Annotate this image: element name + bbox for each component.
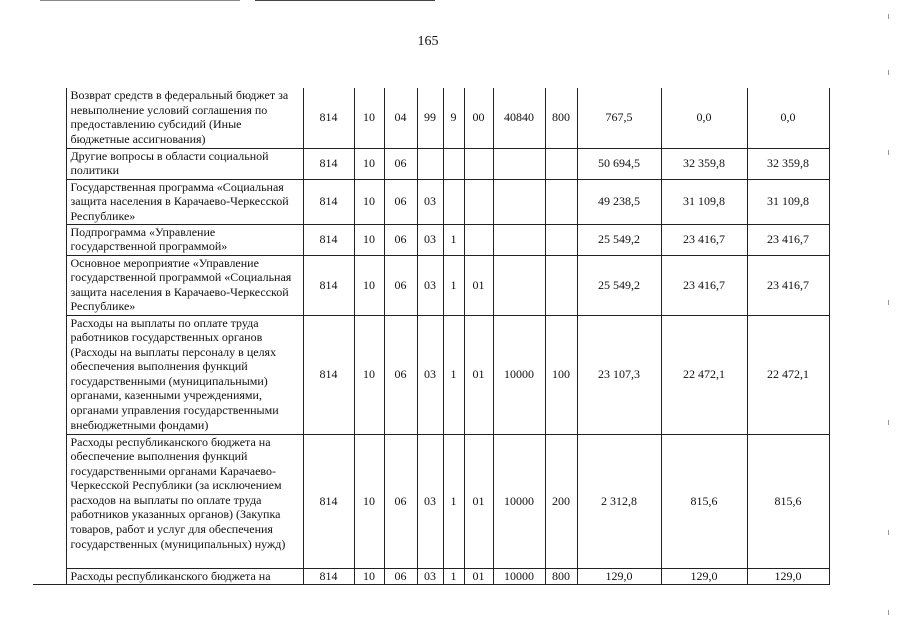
row-name-cell: Расходы на выплаты по оплате труда работников государственных органов (Расходы на выплаты персоналу в целях обеспечения выполнения функций государственными (муниципальными) органами, казенными учреждениями, органами управления государственными внебюджетными фондами) (66, 315, 303, 434)
program-cell: 03 (417, 315, 443, 434)
amount-year1-cell: 2 312,8 (577, 434, 661, 568)
direction-cell: 10000 (493, 568, 545, 584)
subsection-cell: 06 (384, 255, 417, 315)
amount-year3-cell: 31 109,8 (747, 179, 829, 224)
direction-cell: 40840 (493, 88, 545, 148)
row-name-cell: Другие вопросы в области социальной политики (66, 148, 303, 179)
subsection-cell: 06 (384, 568, 417, 584)
margin-mark (888, 610, 889, 615)
row-margin-cell (33, 255, 66, 315)
row-margin-cell (33, 224, 66, 255)
scan-artifact-line (40, 0, 240, 1)
amount-year3-cell: 0,0 (747, 88, 829, 148)
section-cell: 10 (354, 315, 384, 434)
event-cell (464, 179, 493, 224)
table-row (33, 434, 829, 568)
amount-year2-cell: 0,0 (661, 88, 747, 148)
expense-type-cell (545, 255, 577, 315)
program-cell: 03 (417, 568, 443, 584)
direction-cell: 10000 (493, 315, 545, 434)
program-cell: 03 (417, 255, 443, 315)
amount-year2-cell: 129,0 (661, 568, 747, 584)
dept-code-cell: 814 (303, 434, 354, 568)
event-cell (464, 224, 493, 255)
row-name-cell: Расходы республиканского бюджета на (66, 568, 303, 584)
direction-cell (493, 224, 545, 255)
amount-year2-cell: 31 109,8 (661, 179, 747, 224)
section-cell: 10 (354, 224, 384, 255)
row-name-cell: Государственная программа «Социальная защита населения в Карачаево-Черкесской Республике» (66, 179, 303, 224)
amount-year1-cell: 50 694,5 (577, 148, 661, 179)
amount-year3-cell: 22 472,1 (747, 315, 829, 434)
program-cell: 03 (417, 434, 443, 568)
subsection-cell: 06 (384, 315, 417, 434)
amount-year2-cell: 22 472,1 (661, 315, 747, 434)
dept-code-cell: 814 (303, 255, 354, 315)
program-cell: 99 (417, 88, 443, 148)
amount-year2-cell: 815,6 (661, 434, 747, 568)
amount-year3-cell: 129,0 (747, 568, 829, 584)
direction-cell (493, 179, 545, 224)
expense-type-cell: 800 (545, 88, 577, 148)
row-name-cell: Подпрограмма «Управление государственной программой» (66, 224, 303, 255)
amount-year1-cell: 129,0 (577, 568, 661, 584)
subsection-cell: 06 (384, 179, 417, 224)
row-name-cell: Возврат средств в федеральный бюджет за невыполнение условий соглашения по предоставлению субсидий (Иные бюджетные ассигнования) (66, 88, 303, 148)
section-cell: 10 (354, 179, 384, 224)
event-cell: 01 (464, 568, 493, 584)
dept-code-cell: 814 (303, 88, 354, 148)
amount-year2-cell: 32 359,8 (661, 148, 747, 179)
amount-year3-cell: 23 416,7 (747, 224, 829, 255)
page-number: 165 (417, 34, 439, 49)
event-cell: 01 (464, 255, 493, 315)
scan-artifact-line (255, 0, 435, 1)
program-cell: 03 (417, 179, 443, 224)
row-margin-cell (33, 88, 66, 148)
row-margin-cell (33, 568, 66, 584)
subprogram-cell: 9 (443, 88, 464, 148)
row-name-cell: Расходы республиканского бюджета на обеспечение выполнения функций государственными органами Карачаево-Черкесской Республики (за исключением расходов на выплаты по оплате труда работников указанных органов) (Закупка товаров, работ и услуг для обеспечения государственных (муниципальных) нужд) (66, 434, 303, 568)
dept-code-cell: 814 (303, 179, 354, 224)
amount-year3-cell: 815,6 (747, 434, 829, 568)
expense-type-cell: 200 (545, 434, 577, 568)
margin-mark (888, 530, 889, 535)
table-row (33, 568, 829, 584)
section-cell: 10 (354, 148, 384, 179)
margin-mark (888, 420, 889, 425)
margin-mark (888, 300, 889, 305)
expense-type-cell (545, 179, 577, 224)
section-cell: 10 (354, 255, 384, 315)
event-cell: 01 (464, 434, 493, 568)
amount-year3-cell: 23 416,7 (747, 255, 829, 315)
subprogram-cell: 1 (443, 434, 464, 568)
margin-mark (888, 14, 889, 19)
amount-year2-cell: 23 416,7 (661, 224, 747, 255)
expense-type-cell (545, 148, 577, 179)
section-cell: 10 (354, 434, 384, 568)
direction-cell: 10000 (493, 434, 545, 568)
amount-year1-cell: 23 107,3 (577, 315, 661, 434)
subprogram-cell: 1 (443, 568, 464, 584)
subprogram-cell (443, 179, 464, 224)
event-cell: 00 (464, 88, 493, 148)
amount-year3-cell: 32 359,8 (747, 148, 829, 179)
dept-code-cell: 814 (303, 148, 354, 179)
table-row (33, 255, 829, 315)
dept-code-cell: 814 (303, 224, 354, 255)
amount-year1-cell: 767,5 (577, 88, 661, 148)
expense-type-cell: 100 (545, 315, 577, 434)
margin-mark (888, 150, 889, 155)
program-cell: 03 (417, 224, 443, 255)
table-row (33, 179, 829, 224)
dept-code-cell: 814 (303, 315, 354, 434)
dept-code-cell: 814 (303, 568, 354, 584)
subprogram-cell (443, 148, 464, 179)
amount-year1-cell: 25 549,2 (577, 255, 661, 315)
amount-year1-cell: 25 549,2 (577, 224, 661, 255)
row-margin-cell (33, 315, 66, 434)
row-margin-cell (33, 434, 66, 568)
table-row (33, 224, 829, 255)
amount-year1-cell: 49 238,5 (577, 179, 661, 224)
subprogram-cell: 1 (443, 224, 464, 255)
subprogram-cell: 1 (443, 255, 464, 315)
row-name-cell: Основное мероприятие «Управление государственной программой «Социальная защита населения в Карачаево-Черкесской Республике» (66, 255, 303, 315)
table-row (33, 88, 829, 148)
expense-type-cell: 800 (545, 568, 577, 584)
direction-cell (493, 148, 545, 179)
section-cell: 10 (354, 568, 384, 584)
budget-table (33, 88, 830, 585)
row-margin-cell (33, 179, 66, 224)
margin-mark (888, 70, 889, 75)
direction-cell (493, 255, 545, 315)
subprogram-cell: 1 (443, 315, 464, 434)
expense-type-cell (545, 224, 577, 255)
subsection-cell: 06 (384, 434, 417, 568)
subsection-cell: 06 (384, 224, 417, 255)
table-row (33, 315, 829, 434)
event-cell: 01 (464, 315, 493, 434)
row-margin-cell (33, 148, 66, 179)
subsection-cell: 06 (384, 148, 417, 179)
subsection-cell: 04 (384, 88, 417, 148)
event-cell (464, 148, 493, 179)
program-cell (417, 148, 443, 179)
section-cell: 10 (354, 88, 384, 148)
table-row (33, 148, 829, 179)
amount-year2-cell: 23 416,7 (661, 255, 747, 315)
